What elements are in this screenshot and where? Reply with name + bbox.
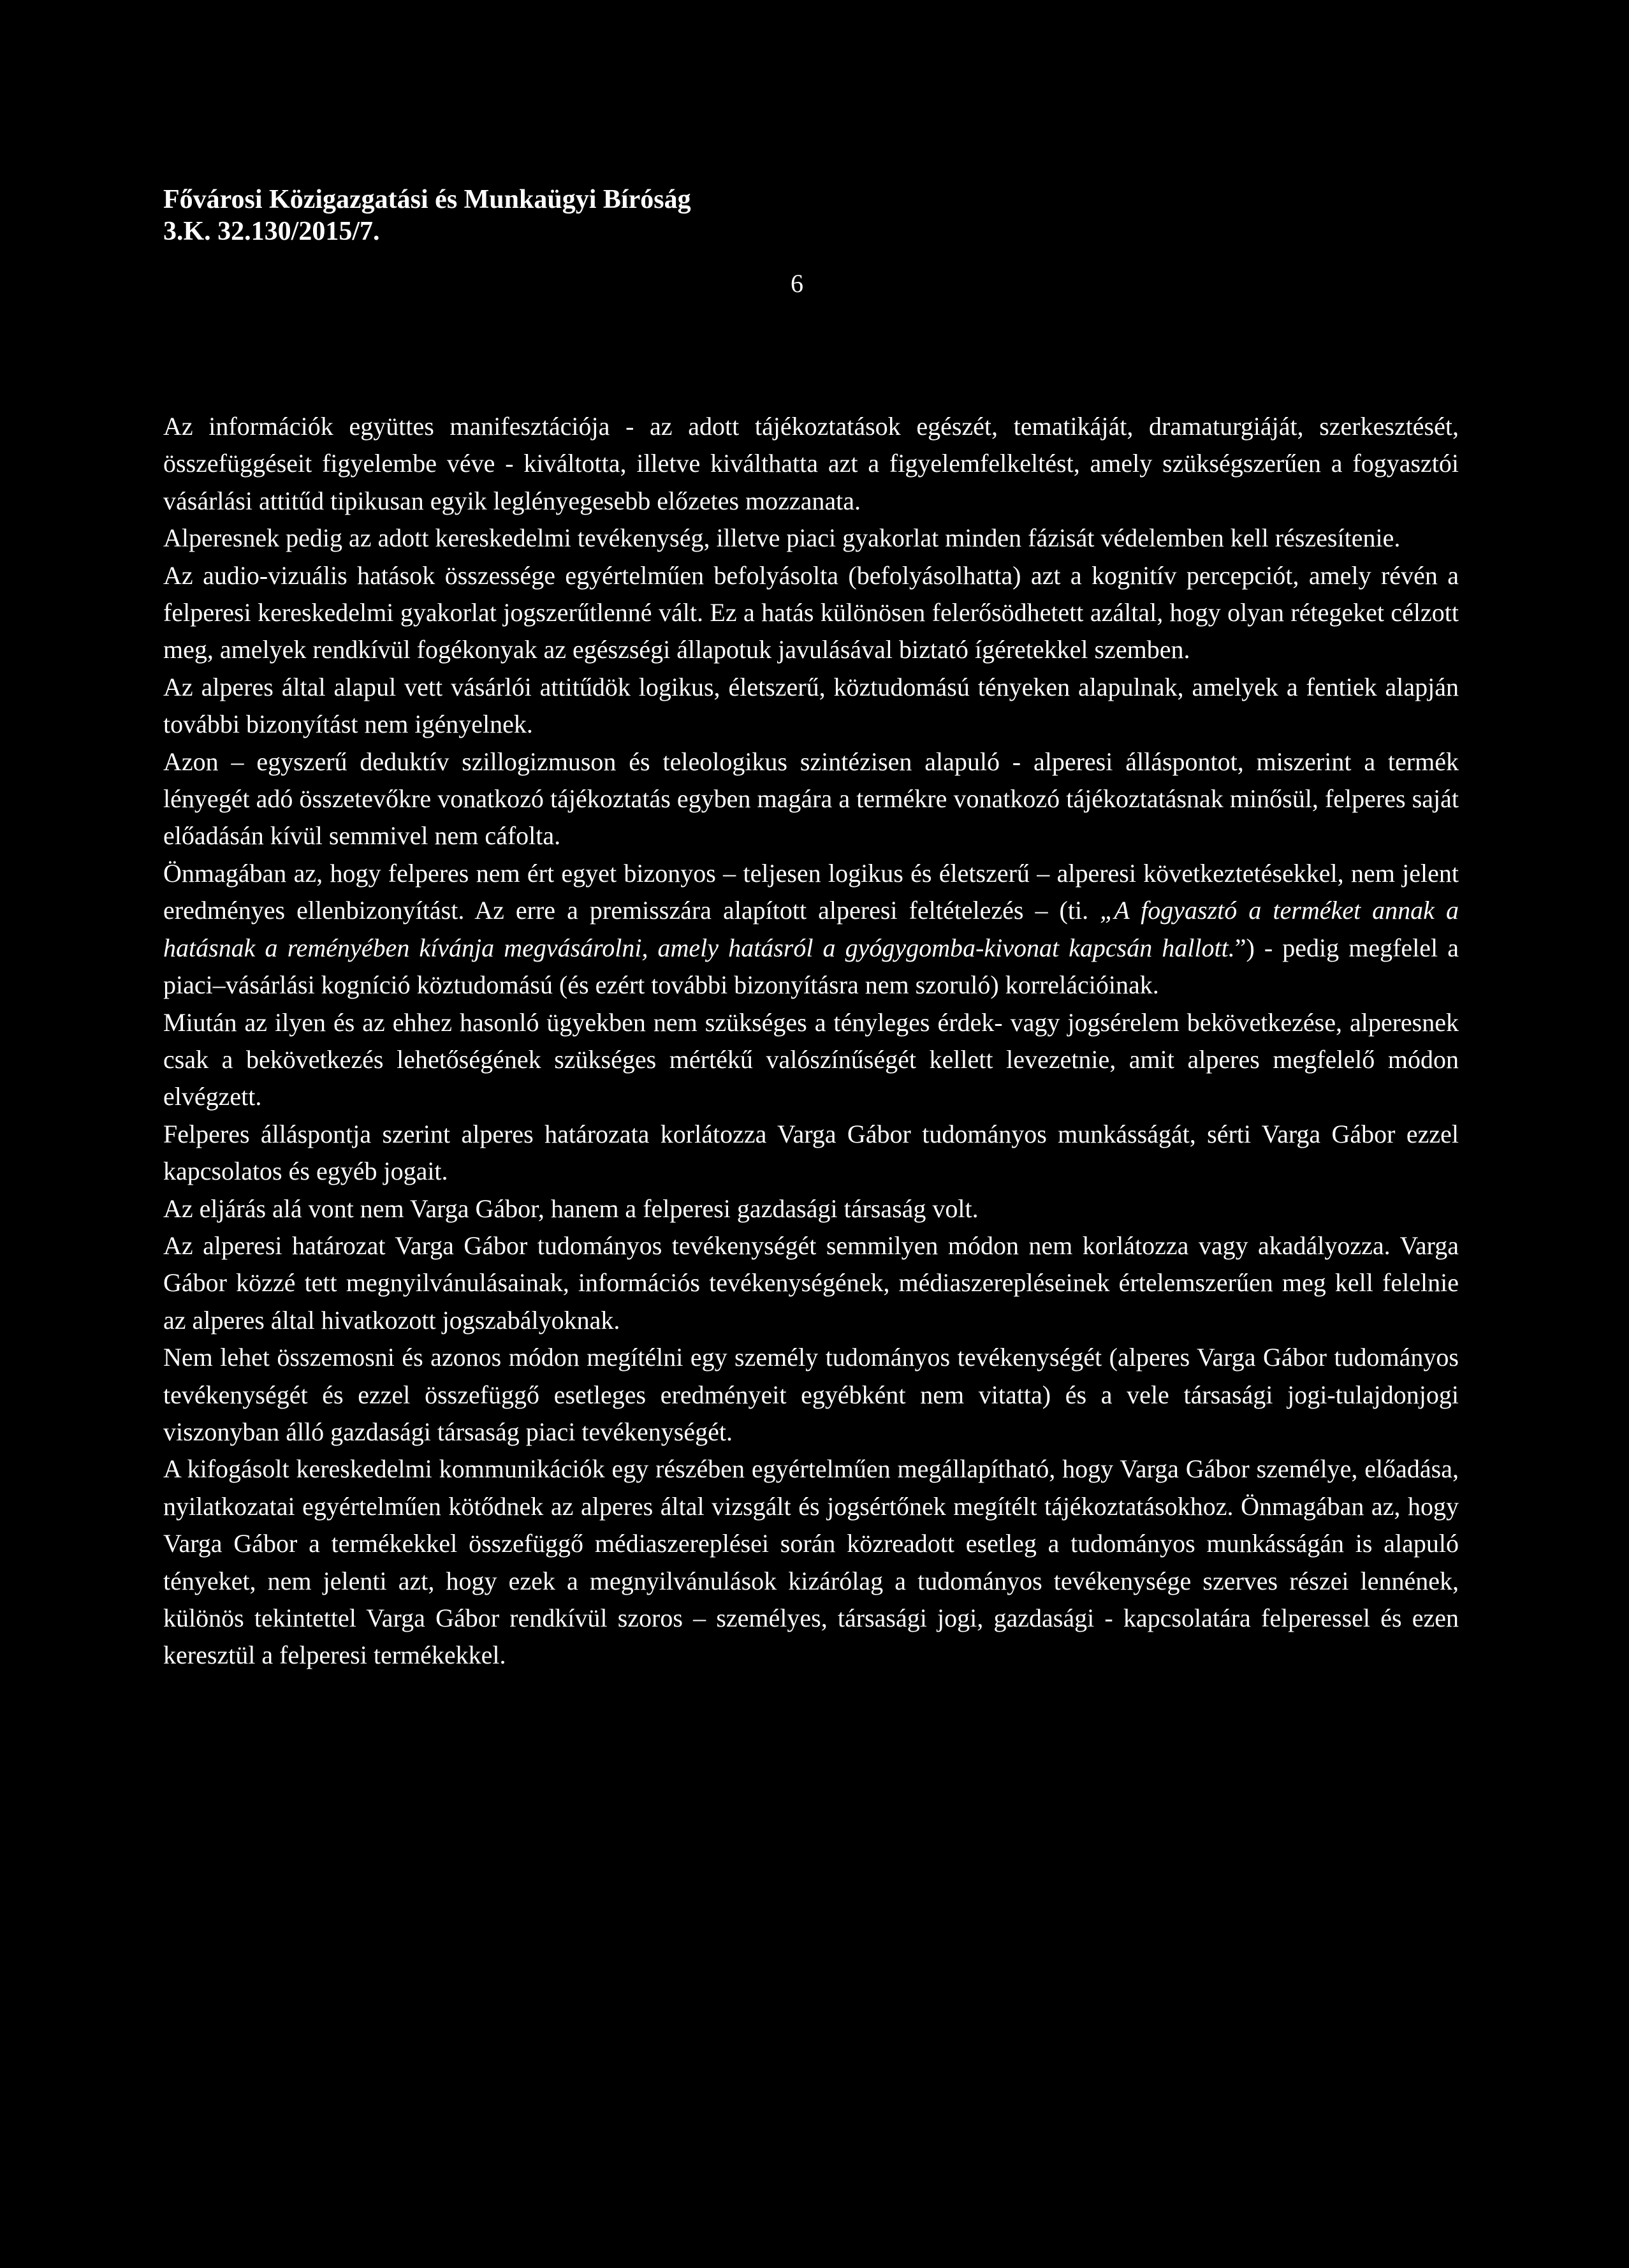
paragraph: Az audio-vizuális hatások összessége egyértelműen befolyásolta (befolyásolhatta) azt a kognitív percepciót, amely révén a felperesi kereskedelmi gyakorlat jogszerűtlenné vált. Ez a hatás különösen felerősödhetett azáltal, hogy olyan rétegeket célzott meg, amelyek rendkívül fogékonyak az egészségi állapotuk javulásával biztató ígéretekkel szemben. [163, 560, 1459, 664]
page-number: 6 [791, 269, 803, 298]
paragraph: Azon – egyszerű deduktív szillogizmuson és teleologikus szintézisen alapuló - alperesi álláspontot, miszerint a termék lényegét adó összetevőkre vonatkozó tájékoztatás egyben magára a termékre vonatkozó tájékoztatásnak minősül, felperes saját előadásán kívül semmivel nem cáfolta. [163, 747, 1459, 851]
quoted-text: „A fogyasztó a terméket annak a hatásnak a reményében kívánja megvásárolni, amely hatásról a gyógygomba-kivonat kapcsán hallott. [163, 896, 1459, 962]
paragraph: Felperes álláspontja szerint alperes határozata korlátozza Varga Gábor tudományos munkásságát, sérti Varga Gábor ezzel kapcsolatos és egyéb jogait. [163, 1119, 1459, 1186]
paragraph: Az eljárás alá vont nem Varga Gábor, hanem a felperesi gazdasági társaság volt. [163, 1194, 979, 1223]
paragraph: Az alperesi határozat Varga Gábor tudományos tevékenységét semmilyen módon nem korlátozza vagy akadályozza. Varga Gábor közzé tett megnyilvánulásainak, információs tevékenységének, médiaszerepléseinek értelemszerűen meg kell felelnie az alperes által hivatkozott jogszabályoknak. [163, 1231, 1459, 1335]
paragraph: A kifogásolt kereskedelmi kommunikációk egy részében egyértelműen megállapítható, hogy Varga Gábor személye, előadása, nyilatkozatai egyértelműen kötődnek az alperes által vizsgált és jogsértőnek megítélt tájékoztatásokhoz. Önmagában az, hogy Varga Gábor a termékekkel összefüggő médiaszereplései során közreadott esetleg a tudományos munkásságán is alapuló tényeket, nem jelenti azt, hogy ezek a megnyilvánulások kizárólag a tudományos tevékenysége szerves részei lennének, különös tekintettel Varga Gábor rendkívül szoros – személyes, társasági jogi, gazdasági - kapcsolatára felperessel és ezen keresztül a felperesi termékekkel. [163, 1454, 1459, 1670]
document-body [163, 408, 1459, 1674]
court-name: Fővárosi Közigazgatási és Munkaügyi Bíróság [163, 185, 691, 214]
paragraph: Nem lehet összemosni és azonos módon megítélni egy személy tudományos tevékenységét (alperes Varga Gábor tudományos tevékenységét és ezzel összefüggő esetleges eredményeit egyébként nem vitatta) és a vele társasági jogi-tulajdonjogi viszonyban álló gazdasági társaság piaci tevékenységét. [163, 1343, 1459, 1446]
quote-intro-text: Önmagában az, hogy felperes nem ért egyet bizonyos – teljesen logikus és életszerű – alperesi következtetésekkel, nem jelent eredményes ellenbizonyítást. Az erre a premisszára alapított alperesi feltételezés – (ti. [163, 858, 1459, 925]
quote-outro-text: ”) - pedig megfelel a piaci–vásárlási kogníció köztudomású (és ezért további bizonyításra nem szoruló) korrelációinak. [163, 933, 1459, 1000]
case-number: 3.K. 32.130/2015/7. [163, 217, 380, 246]
paragraph: Az információk együttes manifesztációja - az adott tájékoztatások egészét, tematikáját, dramaturgiáját, szerkesztését, összefüggéseit figyelembe véve - kiváltotta, illetve kiválthatta azt a figyelemfelkeltést, amely szükségszerűen a fogyasztói vásárlási attitűd tipikusan egyik leglényegesebb előzetes mozzanata. [163, 412, 1459, 515]
document-header [163, 184, 1470, 247]
paragraph: Az alperes által alapul vett vásárlói attitűdök logikus, életszerű, köztudomású tényeken alapulnak, amelyek a fentiek alapján további bizonyítást nem igényelnek. [163, 672, 1459, 739]
paragraph-with-quote [163, 855, 1459, 1004]
paragraph: Alperesnek pedig az adott kereskedelmi tevékenység, illetve piaci gyakorlat minden fázisát védelemben kell részesítenie. [163, 523, 1401, 553]
paragraph: Miután az ilyen és az ehhez hasonló ügyekben nem szükséges a tényleges érdek- vagy jogsérelem bekövetkezése, alperesnek csak a bekövetkezés lehetőségének szükséges mértékű valószínűségét kellett levezetnie, amit alperes megfelelő módon elvégzett. [163, 1007, 1459, 1111]
